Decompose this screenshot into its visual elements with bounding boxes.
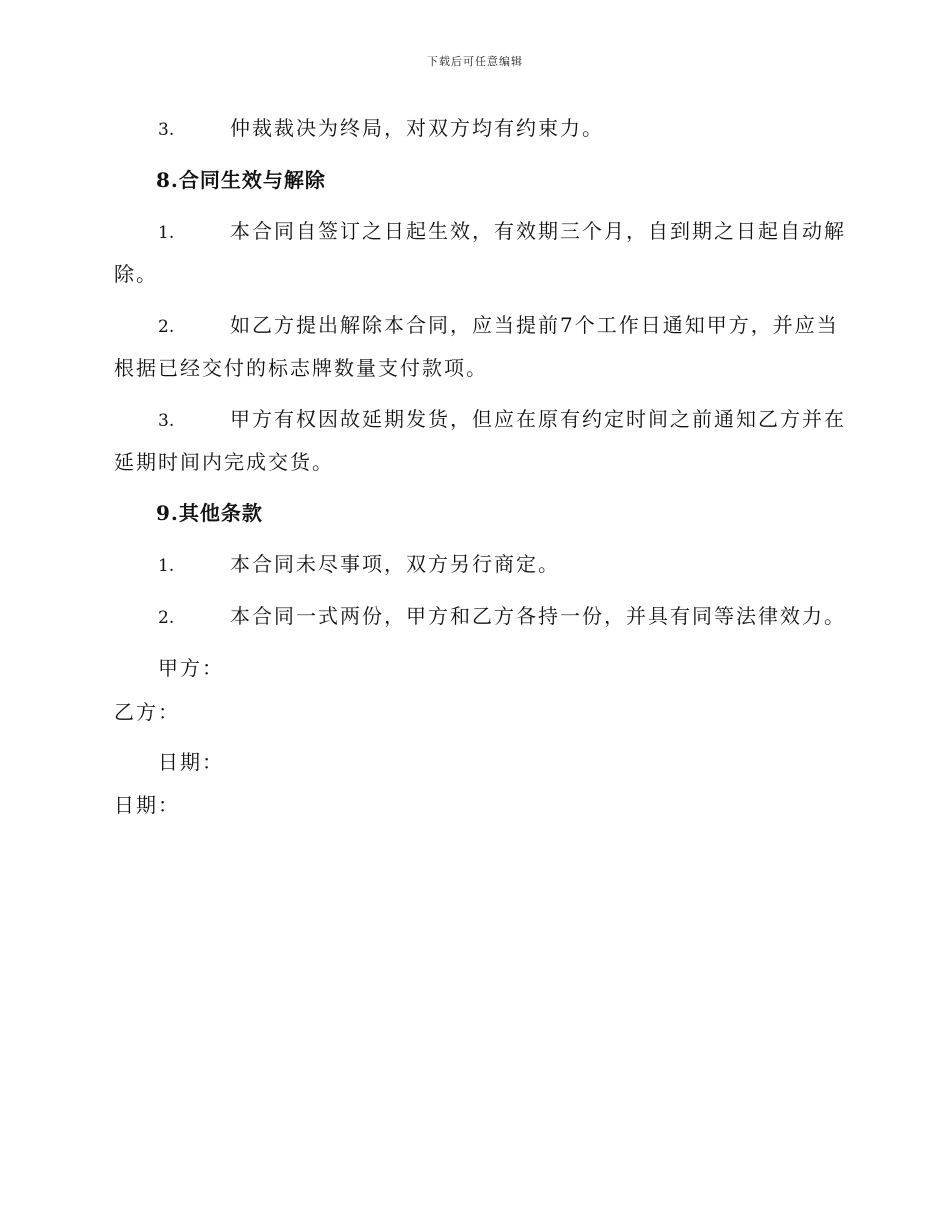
- clause-number: 2.: [158, 317, 175, 337]
- clause-number: 3.: [158, 411, 175, 431]
- clause-text: 本合同自签订之日起生效，有效期三个月，自到期之日起自动解: [230, 219, 846, 243]
- clause-number: 3.: [158, 120, 175, 140]
- date-a-label: 日期：: [158, 750, 224, 774]
- header-note: 下载后可任意编辑: [427, 55, 523, 68]
- party-a-label: 甲方：: [158, 656, 224, 680]
- clause-8-2: [114, 313, 839, 339]
- clause-text: 如乙方提出解除本合同，应当提前7个工作日通知甲方，并应当: [230, 313, 839, 337]
- clause-number: 1.: [158, 556, 175, 576]
- party-b-label: 乙方：: [114, 700, 180, 724]
- clause-8-3: [114, 407, 846, 433]
- clause-text: 本合同一式两份，甲方和乙方各持一份，并具有同等法律效力。: [230, 604, 846, 628]
- clause-8-1-continuation: 除。: [114, 262, 158, 286]
- clause-7-3: [114, 116, 834, 142]
- clause-text: 仲裁裁决为终局，对双方均有约束力。: [230, 116, 604, 140]
- clause-8-3-continuation: 延期时间内完成交货。: [114, 450, 334, 474]
- clause-8-2-continuation: 根据已经交付的标志牌数量支付款项。: [114, 356, 488, 380]
- clause-number: 1.: [158, 223, 175, 243]
- clause-9-2: [114, 604, 846, 630]
- clause-number: 2.: [158, 608, 175, 628]
- clause-9-1: [114, 552, 834, 578]
- section-heading-9: 9.其他条款: [156, 501, 263, 525]
- clause-8-1: [114, 219, 846, 245]
- clause-text: 甲方有权因故延期发货，但应在原有约定时间之前通知乙方并在: [230, 407, 846, 431]
- date-b-label: 日期：: [114, 793, 180, 817]
- clause-text: 本合同未尽事项，双方另行商定。: [230, 552, 560, 576]
- section-heading-8: 8.合同生效与解除: [156, 168, 326, 192]
